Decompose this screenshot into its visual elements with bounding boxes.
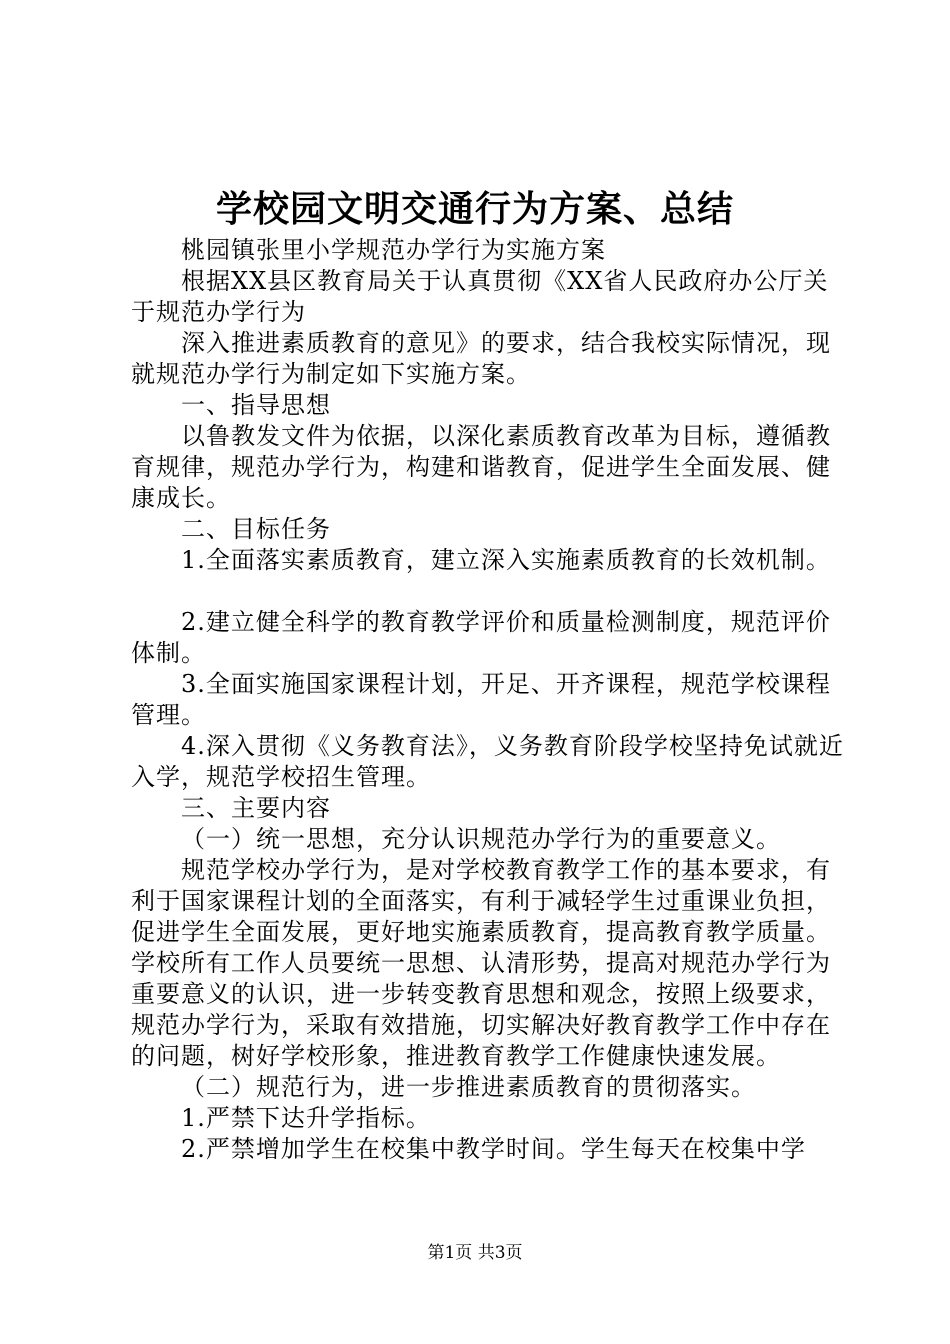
- page-footer: 第1页 共3页: [427, 1243, 523, 1263]
- subsection-heading-2: （二）规范行为，进一步推进素质教育的贯彻落实。: [181, 1073, 756, 1101]
- subsection-heading-1: （一）统一思想，充分认识规范办学行为的重要意义。: [181, 825, 781, 853]
- paragraph-subtitle: 桃园镇张里小学规范办学行为实施方案: [181, 236, 606, 264]
- list-item-rule-2: 2.严禁增加学生在校集中教学时间。学生每天在校集中学: [181, 1135, 806, 1163]
- list-item-goal-1: 1.全面落实素质教育，建立深入实施素质教育的长效机制。: [181, 546, 831, 574]
- list-item-goal-4: 4.深入贯彻《义务教育法》，义务教育阶段学校坚持免试就近入学，规范学校招生管理。: [131, 732, 844, 791]
- section-heading-2: 二、目标任务: [181, 515, 331, 543]
- document-title: 学校园文明交通行为方案、总结: [215, 188, 734, 230]
- section-heading-1: 一、指导思想: [181, 391, 331, 419]
- paragraph-intro-1: 根据XX县区教育局关于认真贯彻《XX省人民政府办公厅关于规范办学行为: [131, 267, 829, 326]
- paragraph-guiding: 以鲁教发文件为依据，以深化素质教育改革为目标，遵循教育规律，规范办学行为，构建和谐教育，促进学生全面发展、健康成长。: [131, 422, 831, 512]
- paragraph-content-1: 规范学校办学行为，是对学校教育教学工作的基本要求，有利于国家课程计划的全面落实，有利于减轻学生过重课业负担，促进学生全面发展，更好地实施素质教育，提高教育教学质量。学校所有工作人员要统一思想、认清形势，提高对规范办学行为重要意义的认识，进一步转变教育思想和观念，按照上级要求，规范办学行为，采取有效措施，切实解决好教育教学工作中存在的问题，树好学校形象，推进教育教学工作健康快速发展。: [131, 856, 831, 1070]
- document-body: [131, 235, 851, 1165]
- list-item-goal-2: 2.建立健全科学的教育教学评价和质量检测制度，规范评价体制。: [131, 608, 831, 667]
- list-item-goal-3: 3.全面实施国家课程计划，开足、开齐课程，规范学校课程管理。: [131, 670, 831, 729]
- list-item-rule-1: 1.严禁下达升学指标。: [181, 1104, 431, 1132]
- section-heading-3: 三、主要内容: [181, 794, 331, 822]
- paragraph-intro-2: 深入推进素质教育的意见》的要求，结合我校实际情况，现就规范办学行为制定如下实施方案。: [131, 329, 831, 388]
